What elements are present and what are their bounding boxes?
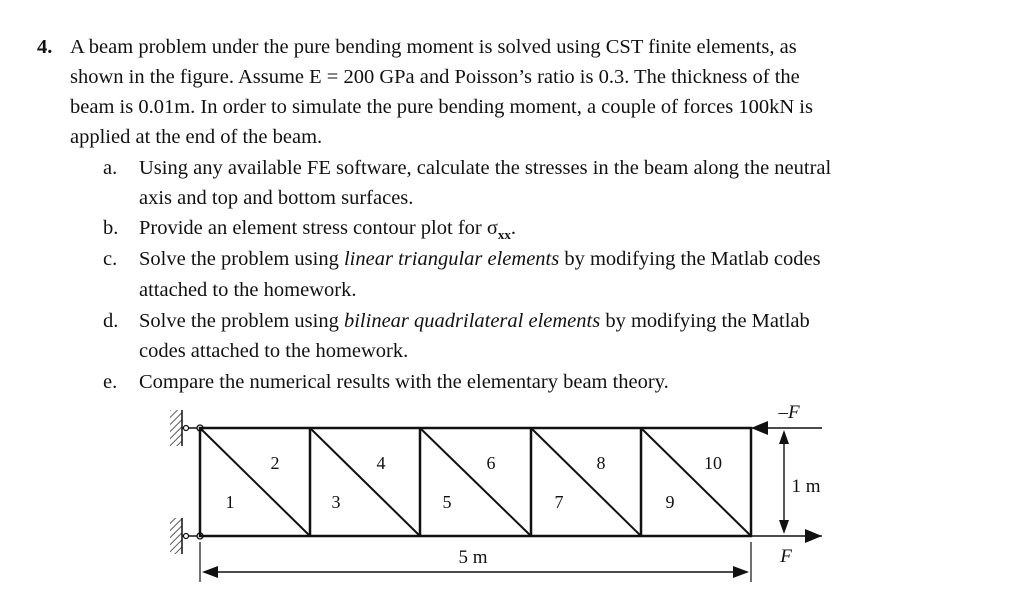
part-c-post: by modifying the Matlab codes — [559, 248, 821, 270]
problem-number: 4. — [37, 36, 53, 58]
part-d-line-2: codes attached to the homework. — [139, 340, 409, 362]
part-b-text: Provide an element stress contour plot for — [139, 217, 487, 239]
sigma-subscript: xx — [497, 227, 511, 243]
part-c-pre: Solve the problem using — [139, 248, 344, 270]
height-dimension-label: 1 m — [791, 476, 821, 497]
element-number-4: 4 — [376, 453, 386, 473]
bottom-force-arrow — [751, 529, 822, 543]
bottom-pin-support — [170, 518, 203, 554]
bottom-force-label: F — [780, 546, 792, 567]
sigma-symbol: σ — [486, 217, 498, 239]
element-number-5: 5 — [442, 492, 452, 512]
part-d-post: by modifying the Matlab — [600, 310, 810, 332]
element-number-1: 1 — [225, 492, 235, 512]
element-number-3: 3 — [331, 492, 341, 512]
length-dimension-label: 5 m — [458, 547, 488, 568]
part-d-italic: bilinear quadrilateral elements — [343, 310, 601, 332]
top-pin-support — [170, 410, 203, 446]
part-b-end: . — [510, 217, 517, 239]
top-force-arrow — [751, 421, 822, 435]
part-b-label: b. — [103, 217, 119, 239]
part-e-text: Compare the numerical results with the elementary beam theory. — [139, 371, 669, 393]
element-numbers — [226, 453, 723, 512]
element-number-6: 6 — [486, 453, 496, 473]
element-number-9: 9 — [665, 492, 675, 512]
element-number-10: 10 — [704, 453, 722, 473]
element-number-8: 8 — [596, 453, 606, 473]
part-c-line-2: attached to the homework. — [139, 279, 357, 301]
part-a-label: a. — [103, 157, 118, 179]
problem-line-2: shown in the figure. Assume E = 200 GPa and Poisson’s ratio is 0.3. The thickness of the — [70, 66, 800, 88]
problem-text-1: A beam problem under the pure bending moment is solved using CST finite elements, as — [70, 36, 797, 58]
part-e-label: e. — [103, 371, 118, 393]
mesh-diagonal-lines — [200, 428, 751, 536]
top-force-label: –F — [778, 402, 800, 423]
part-d-label: d. — [103, 310, 119, 332]
part-a-line-2: axis and top and bottom surfaces. — [139, 187, 414, 209]
part-c-italic: linear triangular elements — [343, 248, 560, 270]
problem-line-4: applied at the end of the beam. — [70, 126, 323, 148]
part-d-pre: Solve the problem using — [139, 310, 344, 332]
height-dimension — [779, 430, 789, 534]
problem-line-3: beam is 0.01m. In order to simulate the pure bending moment, a couple of forces 100kN is — [70, 96, 813, 118]
part-a-text-1: Using any available FE software, calculate the stresses in the beam along the neutral — [139, 157, 832, 179]
part-c-label: c. — [103, 248, 118, 270]
element-number-2: 2 — [270, 453, 280, 473]
element-number-7: 7 — [554, 492, 564, 512]
